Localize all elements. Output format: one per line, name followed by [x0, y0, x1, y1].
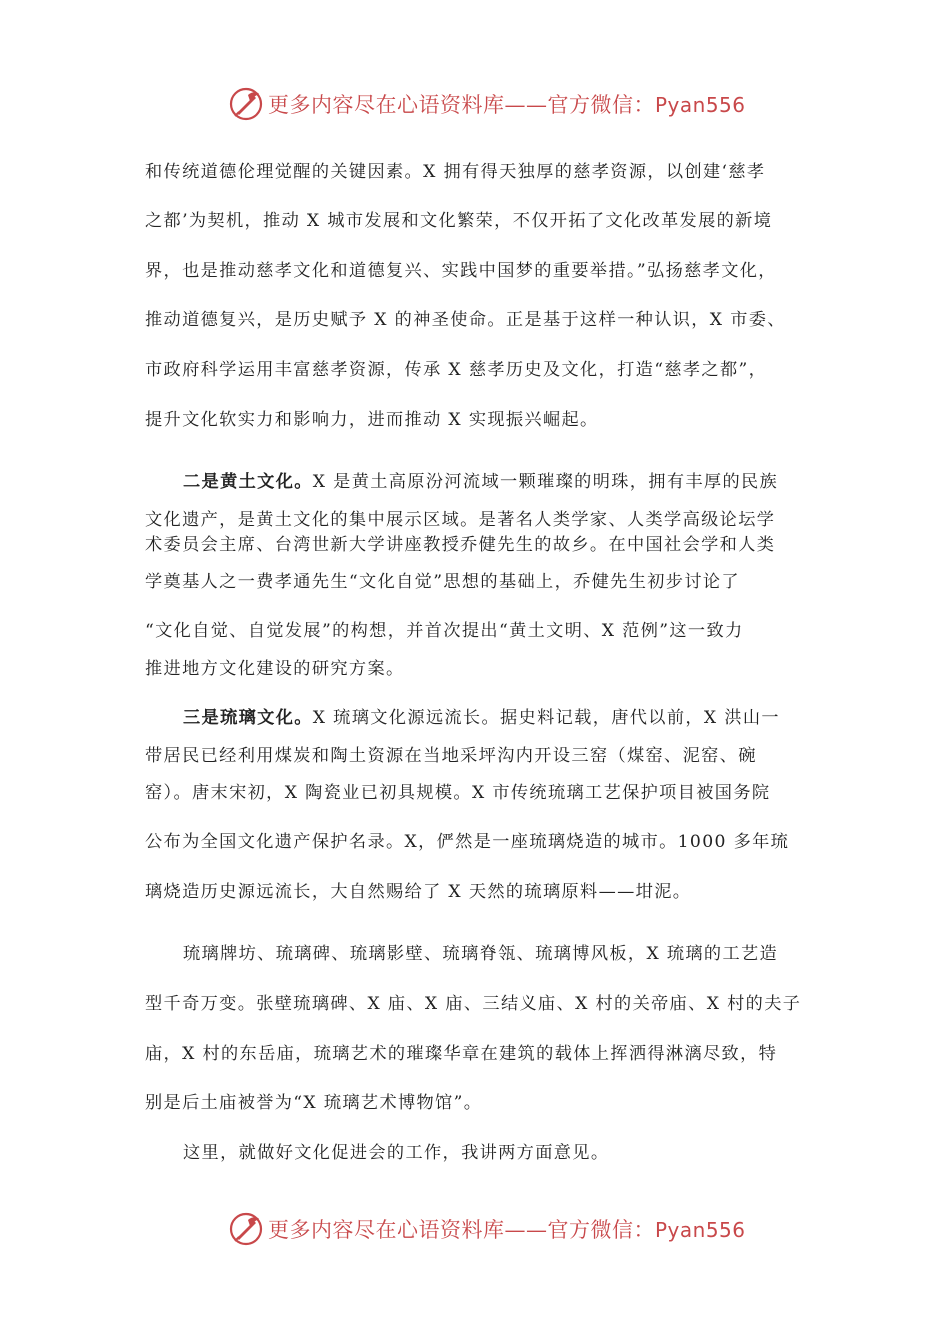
banner-wechat-label: 官方微信： [547, 93, 655, 117]
footer-banner-text [268, 1214, 746, 1244]
banner-wechat-label: 官方微信： [547, 1218, 655, 1242]
p5-line-1: 这里，就做好文化促进会的工作，我讲两方面意见。 [183, 1143, 610, 1163]
p2-line-3: 术委员会主席、台湾世新大学讲座教授乔健先生的故乡。在中国社会学和人类 [145, 535, 776, 555]
p1-line-6: 提升文化软实力和影响力，进而推动 X 实现振兴崛起。 [145, 410, 599, 430]
p3-heading: 三是琉璃文化。 [183, 708, 313, 728]
p1-line-2: 之都’为契机，推动 X 城市发展和文化繁荣，不仅开拓了文化改革发展的新境 [145, 211, 773, 231]
p4-line-1: 琉璃牌坊、琉璃碑、琉璃影壁、琉璃脊瓴、琉璃博风板，X 琉璃的工艺造 [183, 944, 779, 964]
banner-dash: —— [504, 93, 548, 117]
p3-line-5: 璃烧造历史源远流长，大自然赐给了 X 天然的琉璃原料——坩泥。 [145, 882, 692, 902]
p2-line-4: 学奠基人之一费孝通先生“文化自觉”思想的基础上，乔健先生初步讨论了 [145, 572, 740, 592]
quill-logo-icon [228, 86, 264, 122]
p3-line-4: 公布为全国文化遗产保护名录。X，俨然是一座琉璃烧造的城市。1000 多年琉 [145, 832, 790, 852]
banner-title: 更多内容尽在心语资料库 [268, 93, 505, 117]
footer-banner [228, 1209, 746, 1249]
header-banner [228, 84, 746, 124]
p1-line-1: 和传统道德伦理觉醒的关键因素。X 拥有得天独厚的慈孝资源，以创建‘慈孝 [145, 162, 766, 182]
p2-line-5: “文化自觉、自觉发展”的构想，并首次提出“黄土文明、X 范例”这一致力 [145, 621, 744, 641]
banner-dash: —— [504, 1218, 548, 1242]
p2-heading: 二是黄土文化。 [183, 472, 313, 492]
p2-line-1 [183, 470, 863, 494]
p3-line-1 [183, 706, 863, 730]
p1-line-5: 市政府科学运用丰富慈孝资源，传承 X 慈孝历史及文化，打造“慈孝之都”， [145, 360, 768, 380]
p2-first-rest: X 是黄土高原汾河流域一颗璀璨的明珠，拥有丰厚的民族 [312, 472, 779, 492]
p4-line-2: 型千奇万变。张壁琉璃碑、X 庙、X 庙、三结义庙、X 村的关帝庙、X 村的夫子 [145, 994, 802, 1014]
p3-first-rest: X 琉璃文化源远流长。据史料记载，唐代以前，X 洪山一 [312, 708, 780, 728]
quill-logo-icon [228, 1211, 264, 1247]
p3-line-2: 带居民已经利用煤炭和陶土资源在当地采坪沟内开设三窑（煤窑、泥窑、碗 [145, 746, 757, 766]
p4-line-3: 庙，X 村的东岳庙，琉璃艺术的璀璨华章在建筑的载体上挥洒得淋漓尽致，特 [145, 1044, 778, 1064]
banner-account: Pyan556 [655, 93, 746, 117]
p3-line-3: 窑）。唐末宋初，X 陶瓷业已初具规模。X 市传统琉璃工艺保护项目被国务院 [145, 783, 771, 803]
p1-line-3: 界，也是推动慈孝文化和道德复兴、实践中国梦的重要举措。”弘扬慈孝文化， [145, 261, 777, 281]
p2-line-2: 文化遗产，是黄土文化的集中展示区域。是著名人类学家、人类学高级论坛学 [145, 510, 776, 530]
banner-account: Pyan556 [655, 1218, 746, 1242]
p2-line-6: 推进地方文化建设的研究方案。 [145, 659, 405, 679]
header-banner-text [268, 89, 746, 119]
p1-line-4: 推动道德复兴，是历史赋予 X 的神圣使命。正是基于这样一种认识，X 市委、 [145, 310, 786, 330]
p4-line-4: 别是后土庙被誉为“X 琉璃艺术博物馆”。 [145, 1093, 483, 1113]
banner-title: 更多内容尽在心语资料库 [268, 1218, 505, 1242]
